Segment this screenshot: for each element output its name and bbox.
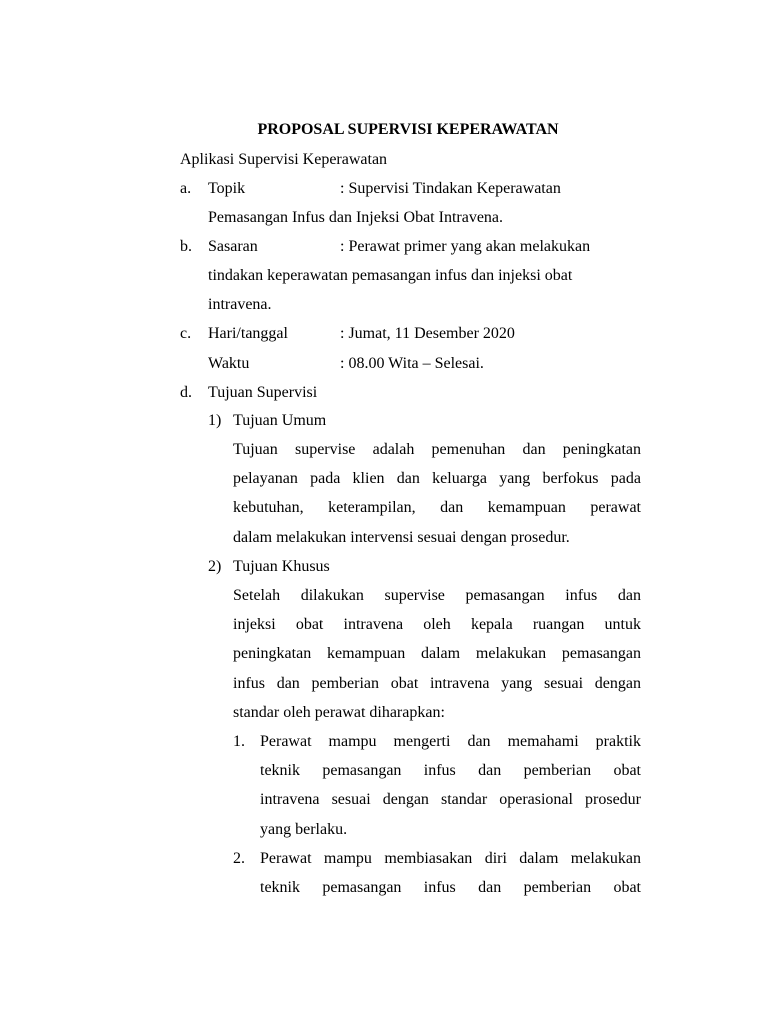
item-a-continuation: Pemasangan Infus dan Injeksi Obat Intravena. [208, 209, 504, 226]
tujuan-khusus-marker: 2) [208, 558, 222, 575]
item-c-label: Hari/tanggal [208, 325, 288, 342]
tujuan-umum-line: kebutuhan, keterampilan, dan kemampuan perawat [233, 499, 641, 516]
point-1-line: teknik pemasangan infus dan pemberian obat [260, 762, 641, 779]
item-c-marker: c. [180, 325, 192, 342]
tujuan-umum-heading: Tujuan Umum [233, 412, 327, 429]
item-b-value: : Perawat primer yang akan melakukan [340, 238, 591, 255]
item-d-label: Tujuan Supervisi [208, 384, 318, 401]
item-b-continuation: intravena. [208, 296, 272, 313]
item-d-marker: d. [180, 384, 192, 401]
item-b-label: Sasaran [208, 238, 258, 255]
item-a-value: : Supervisi Tindakan Keperawatan [340, 180, 561, 197]
item-c-value: : Jumat, 11 Desember 2020 [340, 325, 515, 342]
item-a-label: Topik [208, 180, 246, 197]
point-2-marker: 2. [233, 850, 245, 867]
item-c-time-value: : 08.00 Wita – Selesai. [340, 355, 484, 372]
tujuan-khusus-line: standar oleh perawat diharapkan: [233, 704, 445, 721]
item-b-marker: b. [180, 238, 192, 255]
tujuan-khusus-heading: Tujuan Khusus [233, 558, 330, 575]
document-title: PROPOSAL SUPERVISI KEPERAWATAN [257, 121, 559, 138]
tujuan-khusus-line: injeksi obat intravena oleh kepala ruangan untuk [233, 616, 641, 633]
item-c-time-label: Waktu [208, 355, 250, 372]
tujuan-umum-line: pelayanan pada klien dan keluarga yang berfokus pada [233, 470, 641, 487]
tujuan-umum-line: dalam melakukan intervensi sesuai dengan prosedur. [233, 529, 570, 546]
tujuan-umum-marker: 1) [208, 412, 222, 429]
point-1-line: Perawat mampu mengerti dan memahami praktik [260, 733, 641, 750]
point-2-line: teknik pemasangan infus dan pemberian obat [260, 879, 641, 896]
point-1-line: intravena sesuai dengan standar operasional prosedur [260, 791, 641, 808]
point-1-marker: 1. [233, 733, 245, 750]
tujuan-umum-line: Tujuan supervise adalah pemenuhan dan peningkatan [233, 441, 641, 458]
tujuan-khusus-line: peningkatan kemampuan dalam melakukan pemasangan [233, 645, 641, 662]
item-a-marker: a. [180, 180, 192, 197]
tujuan-khusus-line: infus dan pemberian obat intravena yang sesuai dengan [233, 675, 641, 692]
point-2-line: Perawat mampu membiasakan diri dalam melakukan [260, 850, 641, 867]
tujuan-khusus-line: Setelah dilakukan supervise pemasangan infus dan [233, 587, 641, 604]
point-1-line: yang berlaku. [260, 821, 348, 838]
document-subtitle: Aplikasi Supervisi Keperawatan [180, 151, 388, 168]
item-b-continuation: tindakan keperawatan pemasangan infus dan injeksi obat [208, 267, 573, 284]
